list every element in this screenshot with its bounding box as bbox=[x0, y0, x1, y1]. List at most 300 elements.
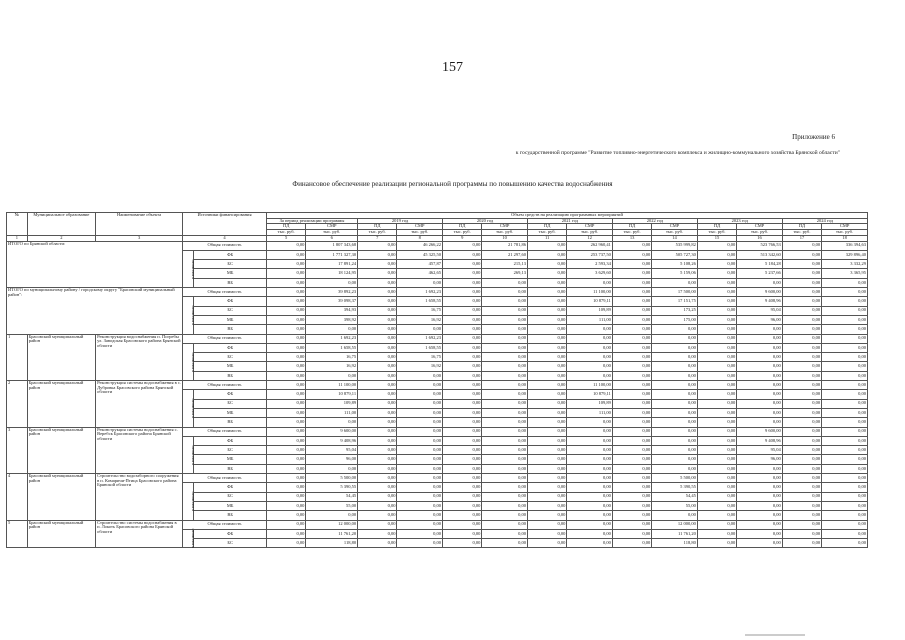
row-value: 0,00 bbox=[612, 288, 651, 297]
row-value: 2 593,34 bbox=[567, 260, 613, 269]
row-value: 0,00 bbox=[652, 511, 698, 520]
table-row bbox=[7, 241, 868, 250]
row-value: 0,00 bbox=[612, 455, 651, 464]
row-value: 0,00 bbox=[443, 529, 482, 538]
row-value: 0,00 bbox=[482, 362, 528, 371]
row-value: 0,00 bbox=[266, 260, 305, 269]
row-value: 0,00 bbox=[527, 436, 566, 445]
row-value: 0,00 bbox=[697, 362, 736, 371]
row-value: 0,00 bbox=[612, 381, 651, 390]
header-object: Наименование объекта bbox=[96, 213, 183, 236]
row-value: 0,00 bbox=[782, 529, 821, 538]
row-value: 0,00 bbox=[697, 269, 736, 278]
row-value: 0,00 bbox=[443, 325, 482, 334]
row-value: 0,00 bbox=[782, 511, 821, 520]
row-value: 0,00 bbox=[482, 334, 528, 343]
row-source: Общая стоимость bbox=[183, 520, 267, 529]
row-value: 0,00 bbox=[527, 501, 566, 510]
row-value: 54,45 bbox=[652, 492, 698, 501]
table-title: Финансовое обеспечение реализации региональной программы по повышению качества водоснабжения bbox=[292, 180, 613, 188]
row-value: 0,00 bbox=[737, 343, 783, 352]
row-value: 0,00 bbox=[266, 520, 305, 529]
row-value: 0,00 bbox=[266, 436, 305, 445]
row-value: 0,00 bbox=[443, 381, 482, 390]
row-value: 0,00 bbox=[266, 399, 305, 408]
table-row bbox=[7, 334, 868, 343]
header-colnum: 7 bbox=[358, 235, 397, 241]
header-colnum: 16 bbox=[737, 235, 783, 241]
row-value: 0,00 bbox=[397, 278, 443, 287]
row-incl-label bbox=[183, 529, 194, 548]
row-value: 0,00 bbox=[737, 362, 783, 371]
row-value: 0,00 bbox=[612, 260, 651, 269]
row-value: 0,00 bbox=[737, 539, 783, 548]
row-value: 0,00 bbox=[266, 464, 305, 473]
row-incl-label bbox=[183, 390, 194, 427]
row-value: 253 737,50 bbox=[567, 250, 613, 259]
row-value: 0,00 bbox=[822, 399, 868, 408]
row-value: 0,00 bbox=[782, 371, 821, 380]
row-value: 96,00 bbox=[737, 315, 783, 324]
row-value: 0,00 bbox=[527, 260, 566, 269]
row-source: БС bbox=[194, 446, 267, 455]
row-value: 11 100,00 bbox=[306, 381, 358, 390]
row-value: 0,00 bbox=[652, 371, 698, 380]
incl-text: в том числе: bbox=[190, 491, 195, 511]
row-value: 0,00 bbox=[822, 529, 868, 538]
header-smr: СМР bbox=[737, 224, 783, 230]
row-value: 0,00 bbox=[482, 278, 528, 287]
row-value: 0,00 bbox=[443, 241, 482, 250]
row-value: 0,00 bbox=[527, 483, 566, 492]
header-pd: ПД bbox=[612, 224, 651, 230]
row-value: 0,00 bbox=[482, 306, 528, 315]
row-value: 0,00 bbox=[443, 278, 482, 287]
row-value: 0,00 bbox=[697, 353, 736, 362]
row-value: 1 658,55 bbox=[306, 343, 358, 352]
row-value: 0,00 bbox=[567, 539, 613, 548]
row-value: 0,00 bbox=[358, 315, 397, 324]
row-value: 0,00 bbox=[266, 390, 305, 399]
row-value: 0,00 bbox=[482, 381, 528, 390]
row-value: 0,00 bbox=[482, 371, 528, 380]
row-value: 0,00 bbox=[612, 511, 651, 520]
header-smr: СМР bbox=[397, 224, 443, 230]
row-value: 0,00 bbox=[822, 334, 868, 343]
row-value: 0,00 bbox=[443, 343, 482, 352]
row-value: 0,00 bbox=[527, 455, 566, 464]
row-value: 513 342,60 bbox=[737, 250, 783, 259]
header-unit: тыс. руб. bbox=[697, 230, 736, 236]
row-value: 0,00 bbox=[358, 269, 397, 278]
finance-table-container bbox=[6, 212, 868, 598]
row-value: 0,00 bbox=[358, 464, 397, 473]
row-source: ВБ bbox=[194, 371, 267, 380]
row-value: 0,00 bbox=[697, 418, 736, 427]
row-value: 0,00 bbox=[527, 306, 566, 315]
row-source: Общая стоимость bbox=[183, 334, 267, 343]
row-value: 0,00 bbox=[697, 306, 736, 315]
row-value: 39 892,23 bbox=[306, 288, 358, 297]
header-unit: тыс. руб. bbox=[397, 230, 443, 236]
table-row bbox=[7, 520, 868, 529]
row-value: 0,00 bbox=[612, 390, 651, 399]
row-source: МБ bbox=[194, 315, 267, 324]
row-value: 0,00 bbox=[266, 325, 305, 334]
row-value: 16,75 bbox=[306, 353, 358, 362]
row-value: 0,00 bbox=[612, 408, 651, 417]
header-colnum: 4 bbox=[183, 235, 267, 241]
row-value: 0,00 bbox=[358, 418, 397, 427]
row-value: 0,00 bbox=[652, 408, 698, 417]
row-value: 0,00 bbox=[482, 297, 528, 306]
row-value: 1 771 327,30 bbox=[306, 250, 358, 259]
row-value: 0,00 bbox=[527, 297, 566, 306]
row-value: 0,00 bbox=[443, 464, 482, 473]
row-value: 0,00 bbox=[782, 427, 821, 436]
row-value: 17 151,75 bbox=[652, 297, 698, 306]
row-value: 0,00 bbox=[266, 492, 305, 501]
row-source: МБ bbox=[194, 362, 267, 371]
row-value: 0,00 bbox=[697, 334, 736, 343]
row-value: 0,00 bbox=[527, 408, 566, 417]
row-value: 16,92 bbox=[306, 362, 358, 371]
row-value: 0,00 bbox=[737, 408, 783, 417]
row-value: 0,00 bbox=[482, 288, 528, 297]
row-value: 0,00 bbox=[822, 539, 868, 548]
header-period: 2024 год bbox=[782, 218, 867, 224]
row-value: 0,00 bbox=[482, 427, 528, 436]
row-value: 3 629,60 bbox=[567, 269, 613, 278]
row-value: 0,00 bbox=[443, 297, 482, 306]
header-smr: СМР bbox=[482, 224, 528, 230]
row-value: 0,00 bbox=[443, 501, 482, 510]
row-value: 0,00 bbox=[822, 418, 868, 427]
row-value: 0,00 bbox=[697, 241, 736, 250]
row-value: 118,80 bbox=[306, 539, 358, 548]
row-value: 9 600,00 bbox=[737, 288, 783, 297]
row-value: 0,00 bbox=[358, 250, 397, 259]
header-colnum: 6 bbox=[306, 235, 358, 241]
header-municipality: Муниципальное образование bbox=[27, 213, 95, 236]
row-value: 0,00 bbox=[612, 315, 651, 324]
row-value: 0,00 bbox=[697, 464, 736, 473]
row-value: 0,00 bbox=[612, 492, 651, 501]
row-source: ФБ bbox=[194, 529, 267, 538]
row-value: 0,00 bbox=[266, 269, 305, 278]
row-value: 0,00 bbox=[397, 390, 443, 399]
row-value: 0,00 bbox=[397, 408, 443, 417]
header-period: За период реализации программы bbox=[266, 218, 357, 224]
row-value: 0,00 bbox=[266, 501, 305, 510]
incl-text: в том числе: bbox=[190, 351, 195, 372]
header-period: 2023 год bbox=[697, 218, 782, 224]
row-value: 0,00 bbox=[652, 446, 698, 455]
row-municipality: ИТОГО по муниципальному району / городскому округу "Брасовский муниципальный район": bbox=[7, 288, 183, 334]
row-value: 0,00 bbox=[822, 492, 868, 501]
table-row bbox=[7, 288, 868, 297]
row-value: 5 237,66 bbox=[737, 269, 783, 278]
header-pd: ПД bbox=[443, 224, 482, 230]
row-value: 0,00 bbox=[567, 418, 613, 427]
row-municipality: Брасовский муниципальный район bbox=[27, 427, 95, 473]
row-value: 0,00 bbox=[358, 474, 397, 483]
row-value: 0,00 bbox=[697, 492, 736, 501]
row-value: 0,00 bbox=[397, 492, 443, 501]
row-value: 0,00 bbox=[358, 399, 397, 408]
row-value: 0,00 bbox=[612, 297, 651, 306]
table-row bbox=[7, 474, 868, 483]
row-value: 21 781,86 bbox=[482, 241, 528, 250]
row-object: Строительство системы водоснабжения в п. Локоть Брасовского района Брянской области bbox=[96, 520, 183, 548]
row-value: 0,00 bbox=[782, 455, 821, 464]
row-value: 5 159,06 bbox=[652, 269, 698, 278]
row-value: 0,00 bbox=[443, 390, 482, 399]
row-value: 0,00 bbox=[358, 306, 397, 315]
header-unit: тыс. руб. bbox=[782, 230, 821, 236]
row-value: 0,00 bbox=[527, 520, 566, 529]
row-value: 0,00 bbox=[612, 250, 651, 259]
row-number: 3 bbox=[7, 427, 28, 473]
row-value: 0,00 bbox=[697, 260, 736, 269]
row-value: 109,89 bbox=[567, 399, 613, 408]
row-value: 0,00 bbox=[443, 306, 482, 315]
header-colnum: 5 bbox=[266, 235, 305, 241]
row-value: 0,00 bbox=[482, 446, 528, 455]
row-value: 0,00 bbox=[652, 334, 698, 343]
header-colnum: 12 bbox=[567, 235, 613, 241]
row-value: 0,00 bbox=[266, 511, 305, 520]
row-value: 0,00 bbox=[443, 362, 482, 371]
header-unit: тыс. руб. bbox=[266, 230, 305, 236]
header-pd: ПД bbox=[358, 224, 397, 230]
row-value: 0,00 bbox=[822, 306, 868, 315]
row-value: 0,00 bbox=[782, 315, 821, 324]
row-value: 0,00 bbox=[697, 539, 736, 548]
row-value: 0,00 bbox=[612, 278, 651, 287]
row-value: 111,00 bbox=[306, 408, 358, 417]
row-value: 0,00 bbox=[697, 250, 736, 259]
row-value: 0,00 bbox=[266, 539, 305, 548]
row-value: 269,13 bbox=[482, 269, 528, 278]
document-subtitle: к государственной программе "Развитие топливно-энергетического комплекса и жилищно-коммунального хозяйства Брянской области" bbox=[515, 150, 840, 156]
row-value: 9 600,00 bbox=[306, 427, 358, 436]
row-value: 17 891,24 bbox=[306, 260, 358, 269]
row-number: 2 bbox=[7, 381, 28, 427]
row-value: 0,00 bbox=[358, 297, 397, 306]
row-value: 95,04 bbox=[737, 446, 783, 455]
header-unit: тыс. руб. bbox=[482, 230, 528, 236]
row-value: 3 365,95 bbox=[822, 269, 868, 278]
row-value: 0,00 bbox=[652, 418, 698, 427]
row-value: 0,00 bbox=[266, 483, 305, 492]
row-value: 0,00 bbox=[612, 325, 651, 334]
row-value: 0,00 bbox=[697, 427, 736, 436]
row-value: 0,00 bbox=[737, 381, 783, 390]
row-value: 0,00 bbox=[612, 269, 651, 278]
row-value: 0,00 bbox=[697, 529, 736, 538]
row-value: 0,00 bbox=[652, 343, 698, 352]
row-value: 0,00 bbox=[306, 325, 358, 334]
row-value: 0,00 bbox=[612, 436, 651, 445]
incl-text: в том числе: bbox=[190, 444, 195, 465]
row-value: 0,00 bbox=[782, 260, 821, 269]
row-value: 0,00 bbox=[266, 278, 305, 287]
row-value: 0,00 bbox=[527, 427, 566, 436]
row-value: 1 807 343,68 bbox=[306, 241, 358, 250]
row-value: 0,00 bbox=[567, 427, 613, 436]
row-value: 0,00 bbox=[737, 492, 783, 501]
row-value: 0,00 bbox=[266, 343, 305, 352]
row-value: 0,00 bbox=[652, 455, 698, 464]
row-value: 0,00 bbox=[612, 399, 651, 408]
row-value: 0,00 bbox=[782, 381, 821, 390]
row-source: ФБ bbox=[194, 483, 267, 492]
row-value: 0,00 bbox=[306, 511, 358, 520]
row-value: 0,00 bbox=[822, 362, 868, 371]
row-value: 0,00 bbox=[612, 520, 651, 529]
row-value: 329 896,40 bbox=[822, 250, 868, 259]
row-value: 0,00 bbox=[612, 353, 651, 362]
row-value: 0,00 bbox=[443, 269, 482, 278]
row-value: 0,00 bbox=[397, 483, 443, 492]
row-value: 0,00 bbox=[266, 446, 305, 455]
row-value: 0,00 bbox=[443, 492, 482, 501]
row-value: 0,00 bbox=[266, 381, 305, 390]
header-period: 2022 год bbox=[612, 218, 697, 224]
row-value: 0,00 bbox=[397, 455, 443, 464]
row-value: 0,00 bbox=[652, 427, 698, 436]
row-value: 0,00 bbox=[822, 511, 868, 520]
row-value: 0,00 bbox=[527, 418, 566, 427]
row-value: 0,00 bbox=[822, 315, 868, 324]
row-value: 0,00 bbox=[266, 455, 305, 464]
row-value: 0,00 bbox=[697, 408, 736, 417]
row-value: 0,00 bbox=[697, 381, 736, 390]
row-object: Строительство водозаборного сооружения в п. Комаричи-Птица Брасовского района Брянской области bbox=[96, 474, 183, 520]
row-value: 0,00 bbox=[782, 250, 821, 259]
row-incl-label bbox=[183, 436, 194, 473]
table-row bbox=[7, 427, 868, 436]
row-value: 0,00 bbox=[443, 539, 482, 548]
header-unit: тыс. руб. bbox=[822, 230, 868, 236]
row-source: ВБ bbox=[194, 418, 267, 427]
row-value: 0,00 bbox=[782, 492, 821, 501]
header-pd: ПД bbox=[697, 224, 736, 230]
page-number: 157 bbox=[442, 60, 463, 75]
row-value: 0,00 bbox=[782, 353, 821, 362]
row-value: 0,00 bbox=[782, 520, 821, 529]
row-value: 0,00 bbox=[652, 381, 698, 390]
row-value: 0,00 bbox=[482, 501, 528, 510]
row-value: 5 184,28 bbox=[737, 260, 783, 269]
row-source: ВБ bbox=[194, 511, 267, 520]
row-value: 55,00 bbox=[652, 501, 698, 510]
row-value: 0,00 bbox=[266, 474, 305, 483]
row-value: 10 879,11 bbox=[567, 297, 613, 306]
row-value: 0,00 bbox=[397, 474, 443, 483]
header-colnum: 1 bbox=[7, 235, 28, 241]
row-source: БС bbox=[194, 260, 267, 269]
row-value: 9 408,96 bbox=[306, 436, 358, 445]
row-value: 111,00 bbox=[567, 408, 613, 417]
row-value: 0,00 bbox=[567, 436, 613, 445]
row-value: 0,00 bbox=[822, 353, 868, 362]
incl-text: в том числе: bbox=[190, 258, 195, 279]
header-smr: СМР bbox=[306, 224, 358, 230]
row-value: 5 390,55 bbox=[306, 483, 358, 492]
row-value: 95,04 bbox=[737, 306, 783, 315]
row-value: 0,00 bbox=[822, 390, 868, 399]
row-value: 0,00 bbox=[306, 371, 358, 380]
row-value: 0,00 bbox=[697, 446, 736, 455]
row-value: 0,00 bbox=[527, 250, 566, 259]
row-source: ФБ bbox=[194, 250, 267, 259]
row-value: 0,00 bbox=[612, 241, 651, 250]
row-value: 0,00 bbox=[737, 529, 783, 538]
row-value: 96,00 bbox=[737, 455, 783, 464]
row-municipality: Брасовский муниципальный район bbox=[27, 334, 95, 380]
row-object: Реконструкция системы водоснабжения с. Веребск Брасовского района Брянской области bbox=[96, 427, 183, 473]
row-value: 12 000,00 bbox=[306, 520, 358, 529]
row-value: 0,00 bbox=[782, 241, 821, 250]
row-value: 0,00 bbox=[443, 334, 482, 343]
row-value: 5 500,00 bbox=[306, 474, 358, 483]
row-value: 109,89 bbox=[306, 399, 358, 408]
row-value: 0,00 bbox=[482, 511, 528, 520]
row-source: Общая стоимость bbox=[183, 288, 267, 297]
header-unit: тыс. руб. bbox=[358, 230, 397, 236]
header-pd: ПД bbox=[527, 224, 566, 230]
header-period: 2020 год bbox=[443, 218, 528, 224]
row-value: 0,00 bbox=[567, 446, 613, 455]
row-value: 0,00 bbox=[358, 436, 397, 445]
row-value: 11 761,20 bbox=[306, 529, 358, 538]
row-value: 0,00 bbox=[358, 241, 397, 250]
row-value: 0,00 bbox=[527, 381, 566, 390]
row-value: 0,00 bbox=[397, 325, 443, 334]
row-value: 0,00 bbox=[737, 474, 783, 483]
row-value: 0,00 bbox=[397, 446, 443, 455]
row-source: ФБ bbox=[194, 343, 267, 352]
header-unit: тыс. руб. bbox=[306, 230, 358, 236]
header-colnum: 14 bbox=[652, 235, 698, 241]
row-value: 0,00 bbox=[822, 446, 868, 455]
row-value: 0,00 bbox=[266, 408, 305, 417]
row-value: 0,00 bbox=[482, 343, 528, 352]
header-pd: ПД bbox=[782, 224, 821, 230]
row-value: 0,00 bbox=[567, 334, 613, 343]
row-value: 0,00 bbox=[697, 455, 736, 464]
row-value: 0,00 bbox=[737, 325, 783, 334]
row-value: 0,00 bbox=[612, 474, 651, 483]
row-value: 1 658,55 bbox=[397, 343, 443, 352]
row-number: 4 bbox=[7, 474, 28, 520]
row-value: 0,00 bbox=[266, 427, 305, 436]
row-value: 0,00 bbox=[358, 483, 397, 492]
header-colnum: 18 bbox=[822, 235, 868, 241]
row-value: 0,00 bbox=[397, 539, 443, 548]
row-value: 0,00 bbox=[612, 371, 651, 380]
row-source: ВБ bbox=[194, 325, 267, 334]
row-value: 0,00 bbox=[822, 288, 868, 297]
row-value: 0,00 bbox=[737, 464, 783, 473]
finance-table bbox=[6, 212, 868, 548]
row-value: 0,00 bbox=[697, 288, 736, 297]
row-value: 0,00 bbox=[652, 464, 698, 473]
row-value: 0,00 bbox=[443, 427, 482, 436]
row-value: 0,00 bbox=[397, 381, 443, 390]
